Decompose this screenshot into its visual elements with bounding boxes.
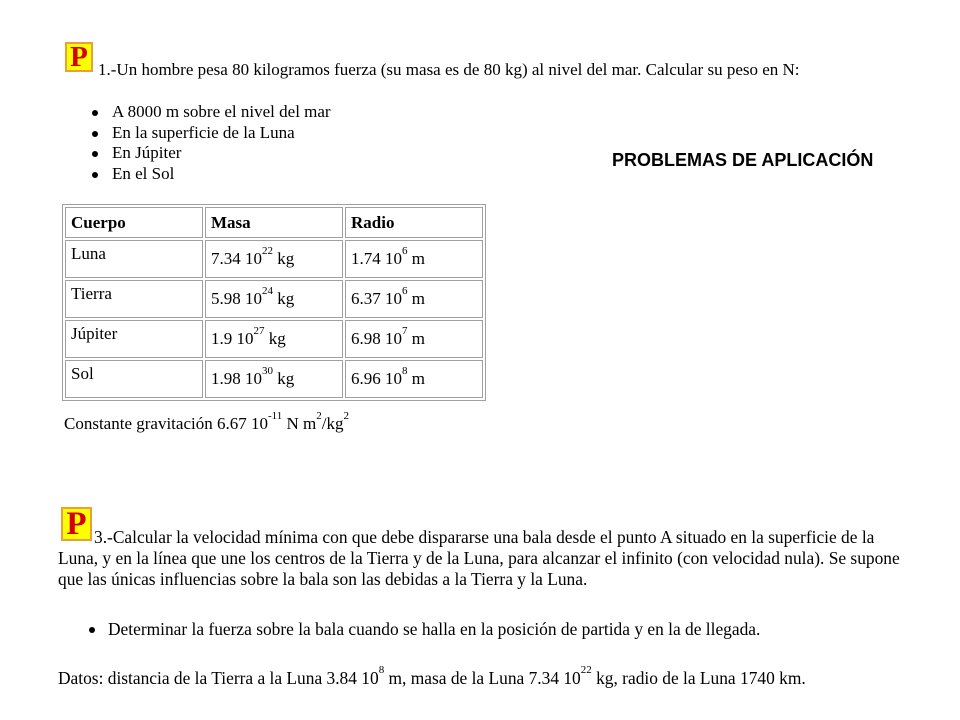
cell-cuerpo: Sol [65,360,203,398]
table-header-row [65,207,483,238]
list-item: En la superficie de la Luna [88,123,331,144]
header-masa: Masa [205,207,343,238]
problem-3-p-icon: P [61,507,92,541]
cell-masa: 5.98 $10^{24}$ kg [205,280,343,318]
gravitational-constant: Constante gravitación 6.67 $10^{-11}$ N $m^2/kg^2$ [64,410,349,433]
cell-radio: 6.37 $10^6$ m [345,280,483,318]
cell-radio: 6.96 $10^8$ m [345,360,483,398]
problem-3-data: Datos: distancia de la Tierra a la Luna 3.84 $10^8$ m, masa de la Luna 7.34 $10^{22}$ kg, radio de la Luna 1740 km. [58,664,806,688]
problem-1-bullet-list [88,102,331,184]
problem-1-statement: 1.-Un hombre pesa 80 kilogramos fuerza (su masa es de 80 kg) al nivel del mar. Calcular su peso en N: [98,60,800,79]
cell-masa: 7.34 $10^{22}$ kg [205,240,343,278]
problem-3-statement: 3.-Calcular la velocidad mínima con que debe dispararse una bala desde el punto A situado en la superficie de la Luna, y en la línea que une los centros de la Tierra y de la Luna, para alcanzar el infinito (con velocidad nula). Se supone que las únicas influencias sobre la bala son las debidas a la Tierra y la Luna. [58,527,900,589]
cell-masa: 1.9 $10^{27}$ kg [205,320,343,358]
cell-radio: 6.98 $10^7$ m [345,320,483,358]
table-row [65,240,483,278]
table-row [65,320,483,358]
bodies-data-table [62,204,486,401]
list-item: Determinar la fuerza sobre la bala cuando se halla en la posición de partida y en la de llegada. [88,619,760,640]
problem-1-p-icon: P [65,42,93,72]
table-row [65,280,483,318]
cell-cuerpo: Tierra [65,280,203,318]
list-item: A 8000 m sobre el nivel del mar [88,102,331,123]
header-radio: Radio [345,207,483,238]
list-item: En el Sol [88,164,331,185]
cell-cuerpo: Júpiter [65,320,203,358]
problem-3-bullet-list [88,619,760,640]
header-cuerpo: Cuerpo [65,207,203,238]
list-item: En Júpiter [88,143,331,164]
cell-radio: 1.74 $10^6$ m [345,240,483,278]
cell-masa: 1.98 $10^{30}$ kg [205,360,343,398]
table-row [65,360,483,398]
section-title: PROBLEMAS DE APLICACIÓN [612,150,874,170]
cell-cuerpo: Luna [65,240,203,278]
